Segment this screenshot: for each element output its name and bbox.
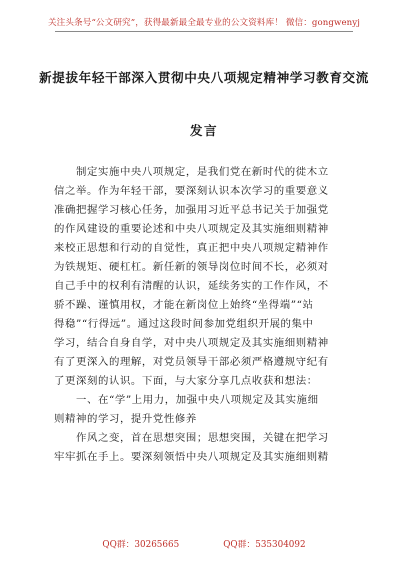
section-heading-line: 一、在“学”上用力，加强中央八项规定及其实施细 bbox=[54, 394, 319, 406]
body-line: 骄不躁、谨慎用权，才能在新岗位上始终“坐得端”“站 bbox=[54, 299, 314, 311]
body-line: 信之举。作为年轻干部，要深刻认识本次学习的重要意义 bbox=[54, 185, 329, 197]
footer-contact bbox=[0, 537, 408, 550]
body-line: 制定实施中央八项规定，是我们党在新时代的徙木立 bbox=[54, 166, 329, 178]
footer-qq-group-2: QQ群：535304092 bbox=[223, 540, 306, 550]
body-line: 来校正思想和行动的自觉性，真正把中央八项规定精神作 bbox=[54, 242, 329, 254]
document-title-continued: 发言 bbox=[189, 123, 219, 138]
body-line: 自己手中的权利有清醒的认识，延续务实的工作作风，不 bbox=[54, 280, 329, 292]
section-heading-line: 则精神的学习，提升党性修养 bbox=[54, 413, 197, 425]
header-divider bbox=[55, 31, 353, 32]
body-line: 学习，结合自身自学，对中央八项规定及其实施细则精神 bbox=[54, 337, 329, 349]
header-banner: 关注头条号“公文研究”，获得最新最全最专业的公文资料库！ 微信：gongwenyj bbox=[47, 18, 361, 28]
body-line: 为铁规矩、硬杠杠。新任新的领导岗位时间不长，必须对 bbox=[54, 261, 329, 273]
body-line: 准确把握学习核心任务，加强用习近平总书记关于加强党 bbox=[54, 204, 329, 216]
body-line: 牢牢抓在手上。要深刻领悟中央八项规定及其实施细则精 bbox=[54, 451, 329, 463]
document-title: 新提拔年轻干部深入贯彻中央八项规定精神学习教育交流 bbox=[39, 70, 369, 85]
body-line: 作风之变，首在思想突围；思想突围，关键在把学习 bbox=[54, 432, 329, 444]
body-line: 有了更深入的理解，对党员领导干部必须严格遵规守纪有 bbox=[54, 356, 329, 368]
body-line: 了更深刻的认识。下面，与大家分享几点收获和想法： bbox=[54, 375, 318, 387]
footer-qq-group-1: QQ群：30265665 bbox=[102, 540, 180, 550]
body-line: 的作风建设的重要论述和中央八项规定及其实施细则精神 bbox=[54, 223, 329, 235]
body-line: 得稳”“行得远”。通过这段时间参加党组织开展的集中 bbox=[54, 318, 314, 330]
